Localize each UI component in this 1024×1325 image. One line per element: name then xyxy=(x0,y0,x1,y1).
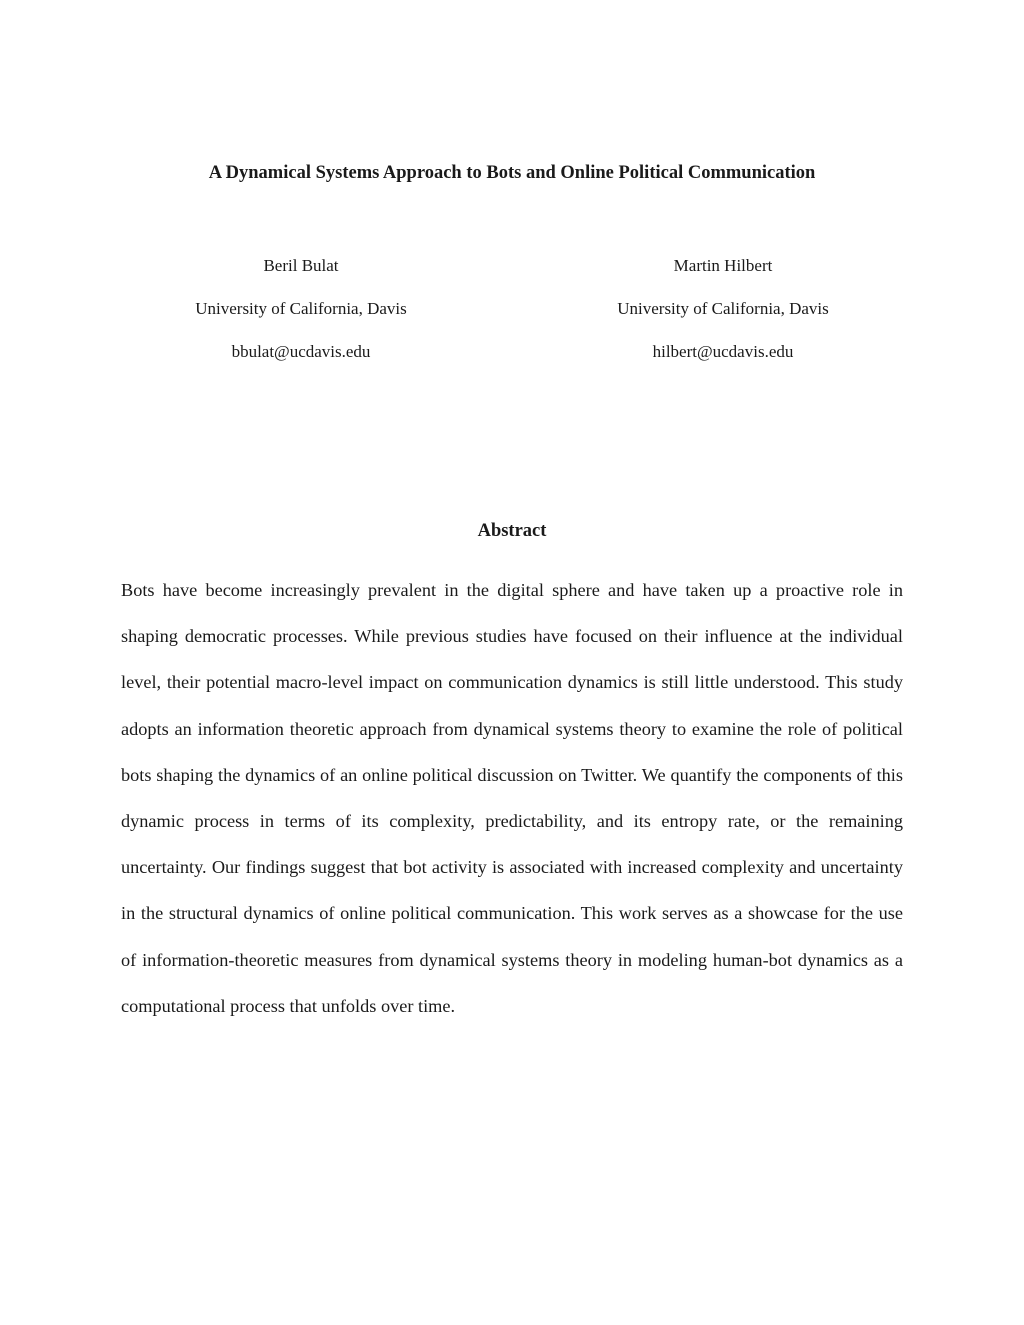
author-affiliation: University of California, Davis xyxy=(617,299,829,318)
author-block-1 xyxy=(151,255,451,384)
author-block-2 xyxy=(573,255,873,384)
abstract-body: Bots have become increasingly prevalent in the digital sphere and have taken up a proactive role in shaping democratic processes. While previous studies have focused on their influence at the individual level, their potential macro-level impact on communication dynamics is still little understood. This study adopts an information theoretic approach from dynamical systems theory to examine the role of political bots shaping the dynamics of an online political discussion on Twitter. We quantify the components of this dynamic process in terms of its complexity, predictability, and its entropy rate, or the remaining uncertainty. Our findings suggest that bot activity is associated with increased complexity and uncertainty in the structural dynamics of online political communication. This work serves as a showcase for the use of information-theoretic measures from dynamical systems theory in modeling human-bot dynamics as a computational process that unfolds over time. xyxy=(121,580,903,1016)
author-name: Martin Hilbert xyxy=(673,256,773,275)
author-name: Beril Bulat xyxy=(263,256,339,275)
author-email: bbulat@ucdavis.edu xyxy=(231,342,371,361)
author-affiliation: University of California, Davis xyxy=(195,299,407,318)
abstract-heading: Abstract xyxy=(477,521,547,541)
paper-title: A Dynamical Systems Approach to Bots and Online Political Communication xyxy=(208,163,816,183)
author-email: hilbert@ucdavis.edu xyxy=(652,342,794,361)
